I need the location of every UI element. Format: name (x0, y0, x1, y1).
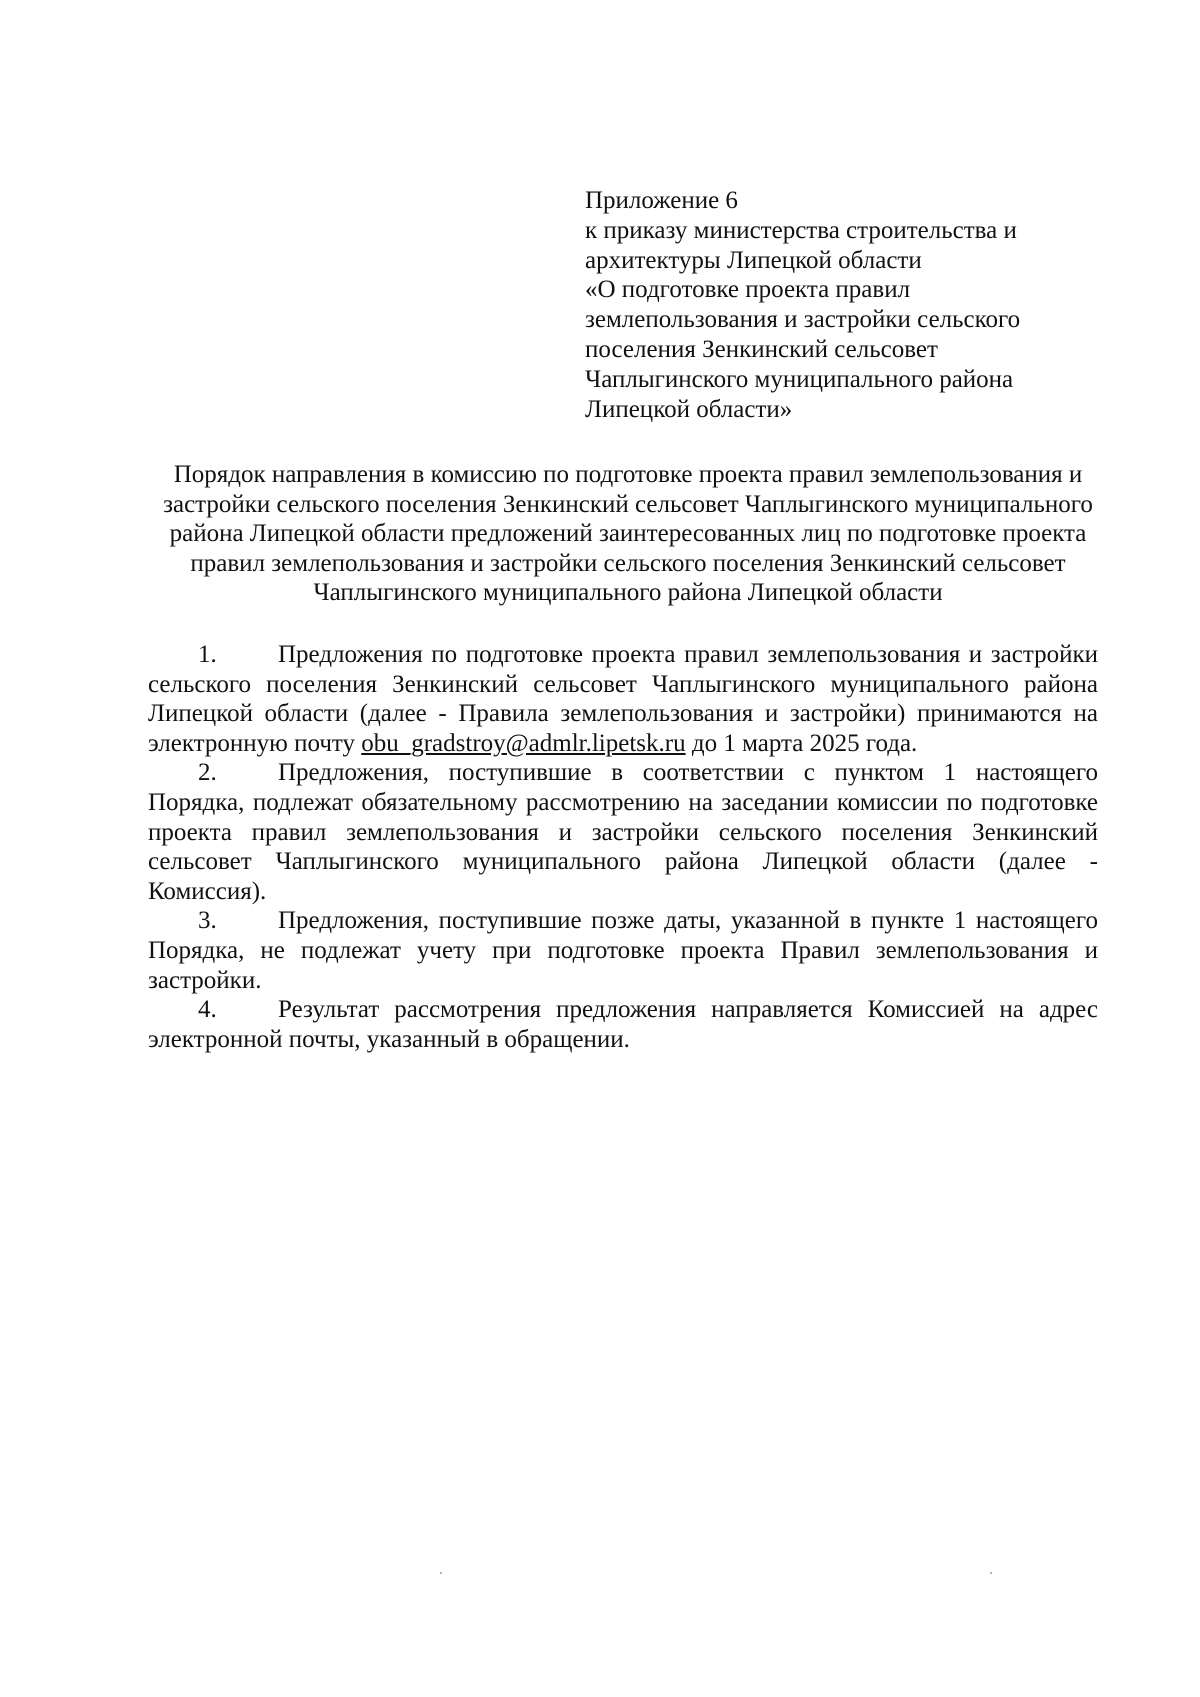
item-text: Предложения, поступившие в соответствии с пунктом 1 настоящего Порядка, подлежат обязательному рассмотрению на заседании комиссии по подготовке проекта правил землепользования и застройки сельского поселения Зенкинский сельсовет Чаплыгинского муниципального района Липецкой области (далее - Комиссия). (148, 759, 1098, 905)
list-item (148, 906, 1098, 995)
list-item (148, 640, 1098, 758)
document-title: Порядок направления в комиссию по подготовке проекта правил землепользования и застройки сельского поселения Зенкинский сельсовет Чаплыгинского муниципального района Липецкой области предложений заинтересованных лиц по подготовке проекта правил землепользования и застройки сельского поселения Зенкинский сельсовет Чаплыгинского муниципального района Липецкой области (163, 461, 1093, 607)
appendix-header (585, 186, 1105, 424)
list-item (148, 995, 1098, 1054)
scan-speck (440, 1572, 442, 1574)
item-text: Результат рассмотрения предложения направляется Комиссией на адрес электронной почты, указанный в обращении. (148, 996, 1098, 1053)
document-body (148, 640, 1098, 1054)
appendix-line: Приложение 6 (585, 187, 738, 214)
item-number: 4. (198, 996, 217, 1024)
email-link[interactable]: obu_gradstroy@admlr.lipetsk.ru (361, 729, 686, 757)
list-item (148, 758, 1098, 906)
item-number: 1. (198, 641, 217, 668)
appendix-line: поселения Зенкинский сельсовет (585, 335, 938, 363)
scan-speck (990, 1572, 992, 1574)
appendix-line: к приказу министерства строительства и (585, 216, 1017, 244)
appendix-line: землепользования и застройки сельского (585, 306, 1021, 334)
appendix-line: Чаплыгинского муниципального района (585, 365, 1014, 393)
appendix-line: «О подготовке проекта правил (585, 276, 911, 304)
item-number: 3. (198, 907, 217, 935)
item-text: Предложения по подготовке проекта правил землепользования и застройки сельского поселения Зенкинский сельсовет Чаплыгинского муниципального района Липецкой области (далее - Правила землепользования и застройки) принимаются на электронную почту (148, 641, 1098, 757)
appendix-line: архитектуры Липецкой области (585, 246, 922, 274)
item-text: Предложения, поступившие позже даты, указанной в пункте 1 настоящего Порядка, не подлежат учету при подготовке проекта Правил землепользования и застройки. (148, 907, 1098, 994)
item-number: 2. (198, 759, 217, 787)
appendix-line: Липецкой области» (585, 395, 793, 423)
item-text-end: до 1 марта 2025 года. (685, 729, 918, 757)
